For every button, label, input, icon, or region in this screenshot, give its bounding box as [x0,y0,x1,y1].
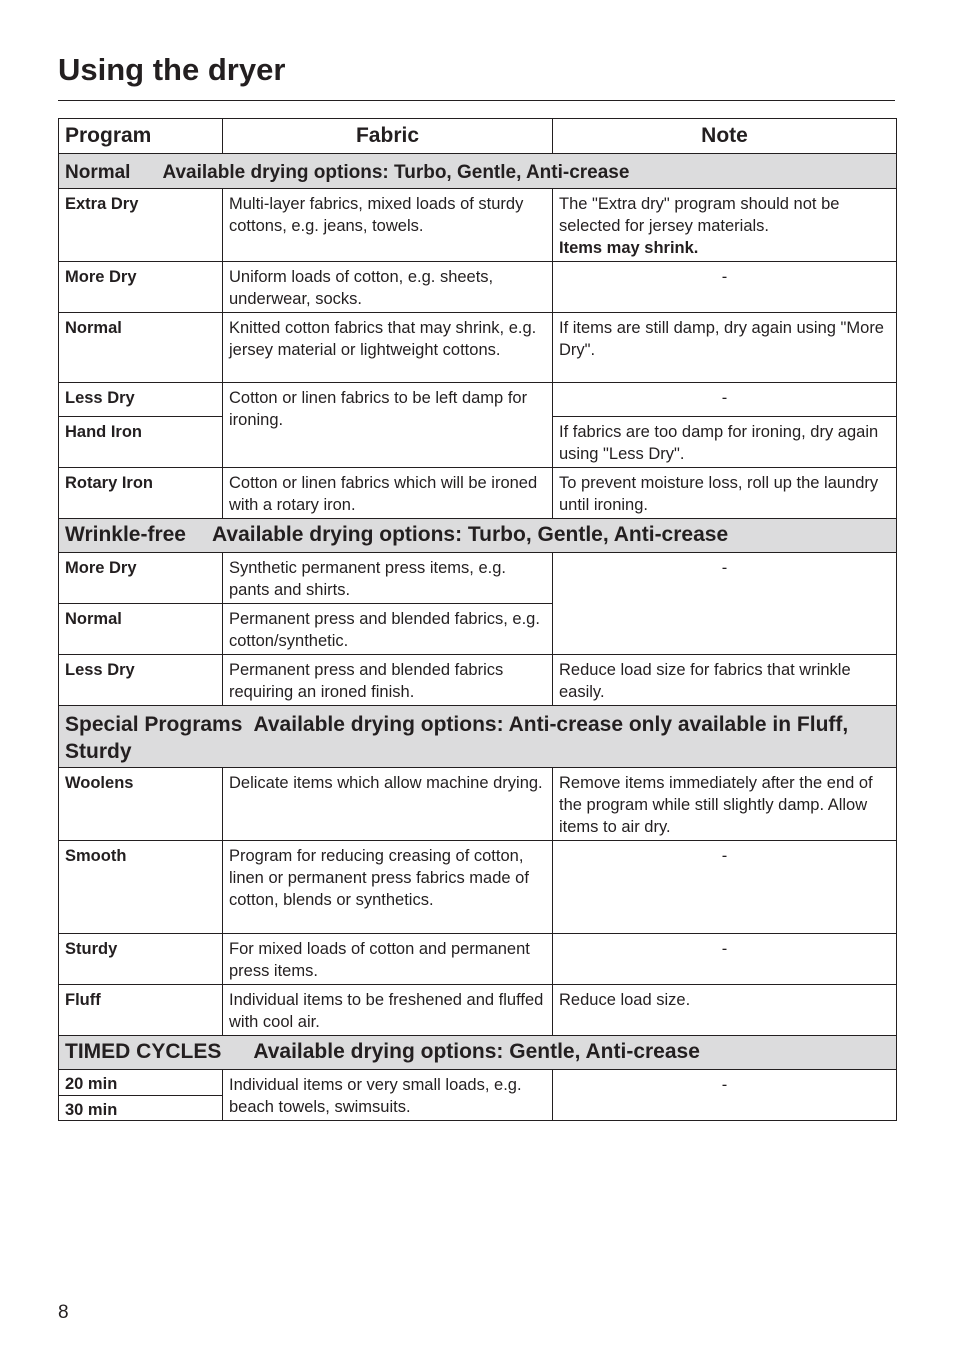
note-cell [553,189,897,262]
drying-programs-table [58,118,897,1121]
program-cell: Sturdy [59,934,223,985]
table-header-row [59,119,897,154]
program-cell: More Dry [59,262,223,313]
header-fabric: Fabric [223,119,553,154]
fabric-cell: Permanent press and blended fabrics requiring an ironed finish. [223,655,553,706]
note-cell: - [553,553,897,655]
note-cell: Reduce load size. [553,985,897,1036]
section-header-timed-cycles [59,1036,897,1070]
header-note: Note [553,119,897,154]
table-row [59,985,897,1036]
fabric-cell: Delicate items which allow machine drying. [223,768,553,841]
note-cell: If items are still damp, dry again using "More Dry". [553,313,897,383]
page-number: 8 [58,1302,69,1323]
program-cell: Fluff [59,985,223,1036]
table-row [59,468,897,519]
note-cell: Remove items immediately after the end of the program while still slightly damp. Allow items to air dry. [553,768,897,841]
fabric-cell: Cotton or linen fabrics which will be ironed with a rotary iron. [223,468,553,519]
note-cell: - [553,1070,897,1121]
program-cell: Less Dry [59,655,223,706]
table-row [59,262,897,313]
note-cell: - [553,841,897,934]
fabric-cell: Permanent press and blended fabrics, e.g. cotton/synthetic. [223,604,553,655]
section-options: Available drying options: Anti-crease only available in Fluff, Sturdy [65,713,849,763]
program-cell: Extra Dry [59,189,223,262]
program-cell: Normal [59,604,223,655]
section-header-special-programs [59,706,897,768]
note-cell: If fabrics are too damp for ironing, dry again using "Less Dry". [553,417,897,468]
program-cell: Rotary Iron [59,468,223,519]
note-cell: Reduce load size for fabrics that wrinkle easily. [553,655,897,706]
section-header-normal [59,154,897,189]
fabric-cell: Uniform loads of cotton, e.g. sheets, underwear, socks. [223,262,553,313]
note-cell: - [553,934,897,985]
table-row [59,655,897,706]
program-cell: More Dry [59,553,223,604]
program-cell: 20 min [59,1070,223,1096]
section-name: Normal [65,162,131,183]
program-cell: Smooth [59,841,223,934]
program-cell: Less Dry [59,383,223,417]
table-row [59,189,897,262]
program-cell: Normal [59,313,223,383]
title-divider [58,100,895,101]
section-options: Available drying options: Turbo, Gentle, Anti-crease [212,523,729,546]
table-row [59,934,897,985]
note-cell: - [553,262,897,313]
section-header-wrinkle-free [59,519,897,553]
program-cell: Hand Iron [59,417,223,468]
fabric-cell: Individual items to be freshened and fluffed with cool air. [223,985,553,1036]
table-row [59,553,897,604]
note-cell: - [553,383,897,417]
section-name: TIMED CYCLES [65,1040,222,1063]
table-row [59,1070,897,1096]
header-program: Program [59,119,223,154]
fabric-cell: For mixed loads of cotton and permanent press items. [223,934,553,985]
fabric-cell: Cotton or linen fabrics to be left damp for ironing. [223,383,553,468]
table-row [59,841,897,934]
fabric-cell: Knitted cotton fabrics that may shrink, e.g. jersey material or lightweight cottons. [223,313,553,383]
page-title: Using the dryer [58,52,286,87]
fabric-cell: Synthetic permanent press items, e.g. pants and shirts. [223,553,553,604]
program-cell: 30 min [59,1095,223,1121]
fabric-cell: Individual items or very small loads, e.g. beach towels, swimsuits. [223,1070,553,1121]
section-options: Available drying options: Gentle, Anti-crease [253,1040,700,1063]
note-cell: To prevent moisture loss, roll up the laundry until ironing. [553,468,897,519]
program-cell: Woolens [59,768,223,841]
table-row [59,383,897,417]
fabric-cell: Program for reducing creasing of cotton, linen or permanent press fabrics made of cotton, blends or synthetics. [223,841,553,934]
section-name: Wrinkle-free [65,523,186,546]
fabric-cell: Multi-layer fabrics, mixed loads of sturdy cottons, e.g. jeans, towels. [223,189,553,262]
note-text: The "Extra dry" program should not be selected for jersey materials. [559,195,840,235]
table-row [59,313,897,383]
note-warning: Items may shrink. [559,239,699,257]
section-name: Special Programs [65,713,243,736]
table-row [59,768,897,841]
section-options: Available drying options: Turbo, Gentle, Anti-crease [162,162,630,183]
